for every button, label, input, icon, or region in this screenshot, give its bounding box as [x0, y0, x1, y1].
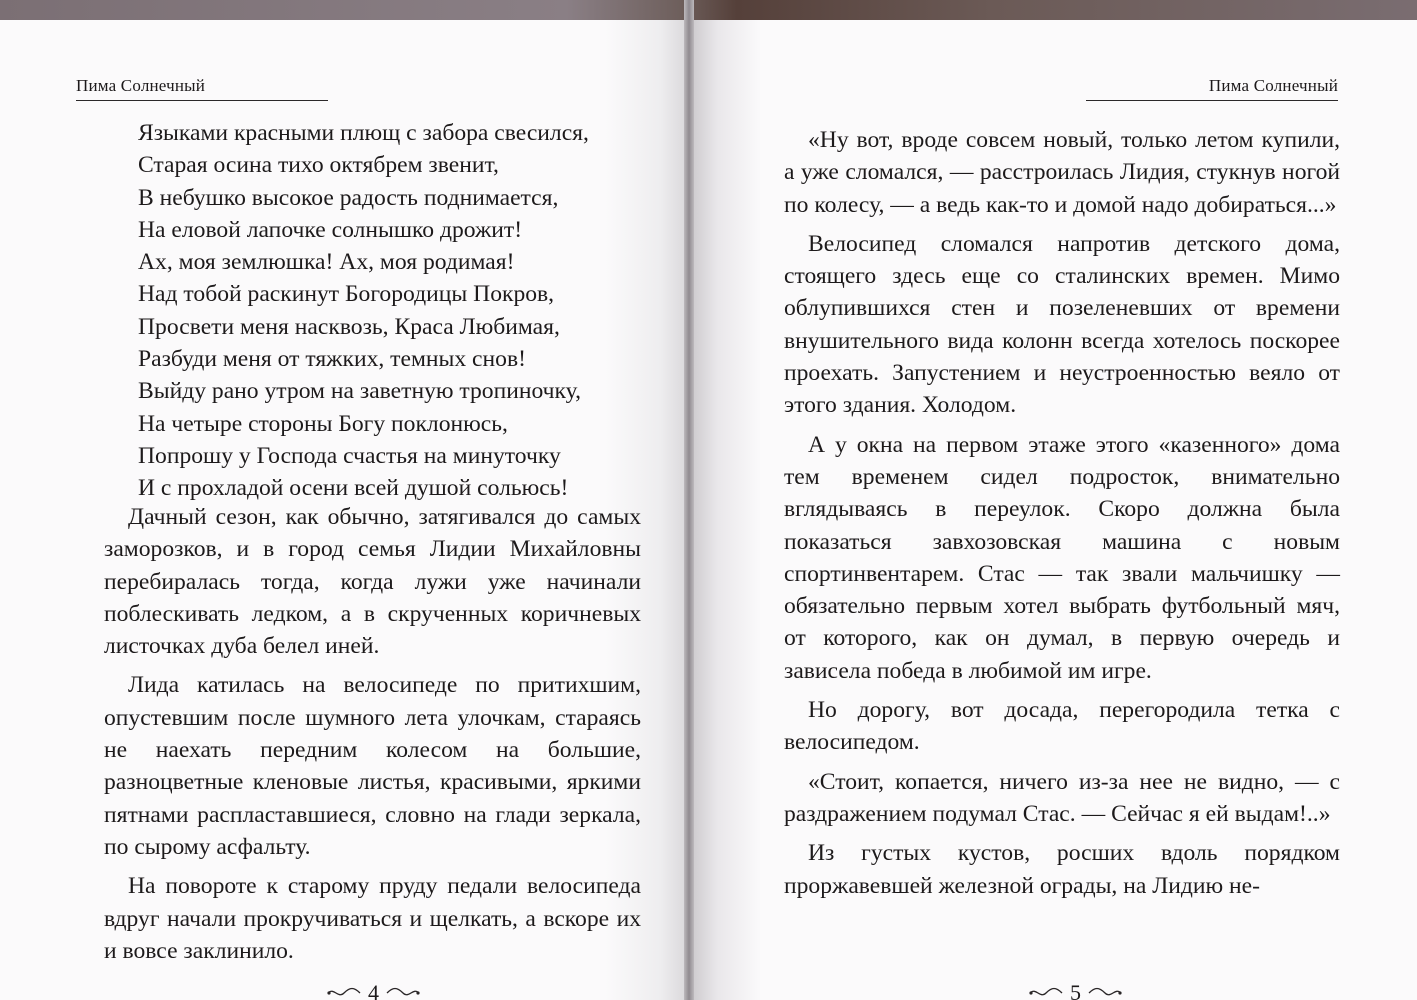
book-top-edge — [0, 0, 1417, 22]
ornament-right-icon — [385, 987, 421, 999]
paragraph: «Стоит, копается, ничего из-за нее не видно, — с раздражением подумал Стас. — Сейчас я ей выдам!..» — [784, 768, 1340, 827]
ornament-right-icon — [1087, 987, 1123, 999]
left-page — [0, 20, 688, 1000]
paragraph: Но дорогу, вот досада, перегородила тетка с велосипедом. — [784, 697, 1340, 756]
poem-line: В небушко высокое радость поднимается, — [138, 184, 559, 211]
paragraph: А у окна на первом этаже этого «казенного» дома тем временем сидел подросток, внимательно вглядываясь в переулок. Скоро должна была показаться завхозовская машина с новым спортинвентарем. Стас — так звали мальчишку — обязательно первым хотел выбрать футбольный мяч, от которого, как он думал, в первую очередь и зависела победа в любимой им игре. — [784, 431, 1340, 684]
poem-line: Старая осина тихо октябрем звенит, — [138, 152, 499, 179]
running-head-right — [1086, 76, 1338, 96]
running-head-left — [76, 76, 328, 96]
body-text-right — [784, 124, 1340, 909]
page-number-right — [1028, 980, 1123, 1000]
poem-line: Выйду рано утром на заветную тропиночку, — [138, 378, 581, 405]
paragraph: Дачный сезон, как обычно, затягивался до самых заморозков, и в город семья Лидии Михайловны перебиралась тогда, когда лужи уже начинали поблескивать ледком, а в скрученных коричневых листочках дуба белел иней. — [104, 504, 641, 660]
book-gutter — [684, 0, 694, 1000]
poem-line: Ах, моя землюшка! Ах, моя родимая! — [138, 249, 515, 276]
paragraph: Лида катилась на велосипеде по притихшим, опустевшим после шумного лета улочкам, стараясь не наехать передним колесом на большие, разноцветные кленовые листья, красивыми, яркими пятнами распластавшиеся, словно на глади зеркала, по сырому асфальту. — [104, 672, 641, 860]
running-head-rule — [1086, 100, 1338, 101]
poem-line: На еловой лапочке солнышко дрожит! — [138, 216, 523, 243]
page-number-left — [326, 980, 421, 1000]
poem — [138, 117, 658, 505]
paragraph: «Ну вот, вроде совсем новый, только летом купили, а уже сломался, — расстроилась Лидия, стукнув ногой по колесу, — а ведь как-то и домой надо добираться...» — [784, 127, 1340, 218]
poem-line: Попрошу у Господа счастья на минуточку — [138, 442, 561, 469]
poem-line: Над тобой раскинут Богородицы Покров, — [138, 281, 555, 308]
running-head-text: Пима Солнечный — [76, 76, 206, 95]
poem-line: На четыре стороны Богу поклонюсь, — [138, 410, 508, 437]
poem-line: Языками красными плющ с забора свесился, — [138, 120, 589, 146]
page-number: 4 — [368, 980, 379, 1000]
paragraph: Из густых кустов, росших вдоль порядком проржавевшей железной ограды, на Лидию не- — [784, 840, 1340, 899]
poem-line: Просвети меня насквозь, Краса Любимая, — [138, 313, 560, 340]
running-head-text: Пима Солнечный — [1208, 76, 1338, 95]
poem-line: И с прохладой осени всей душой сольюсь! — [138, 475, 569, 502]
ornament-left-icon — [326, 987, 362, 999]
page-number: 5 — [1070, 980, 1081, 1000]
paragraph: На повороте к старому пруду педали велосипеда вдруг начали прокручиваться и щелкать, а вскоре их и вовсе заклинило. — [104, 873, 641, 964]
ornament-left-icon — [1028, 987, 1064, 999]
running-head-rule — [76, 100, 328, 101]
right-page — [688, 20, 1417, 1000]
poem-line: Разбуди меня от тяжких, темных снов! — [138, 346, 526, 373]
paragraph: Велосипед сломался напротив детского дома, стоящего здесь еще со сталинских времен. Мимо облупившихся стен и позеленевших от времени внушительного вида колонн всегда хотелось поскорее проехать. Запустением и неустроенностью веяло от этого здания. Холодом. — [784, 230, 1340, 419]
body-text-left — [104, 501, 641, 974]
